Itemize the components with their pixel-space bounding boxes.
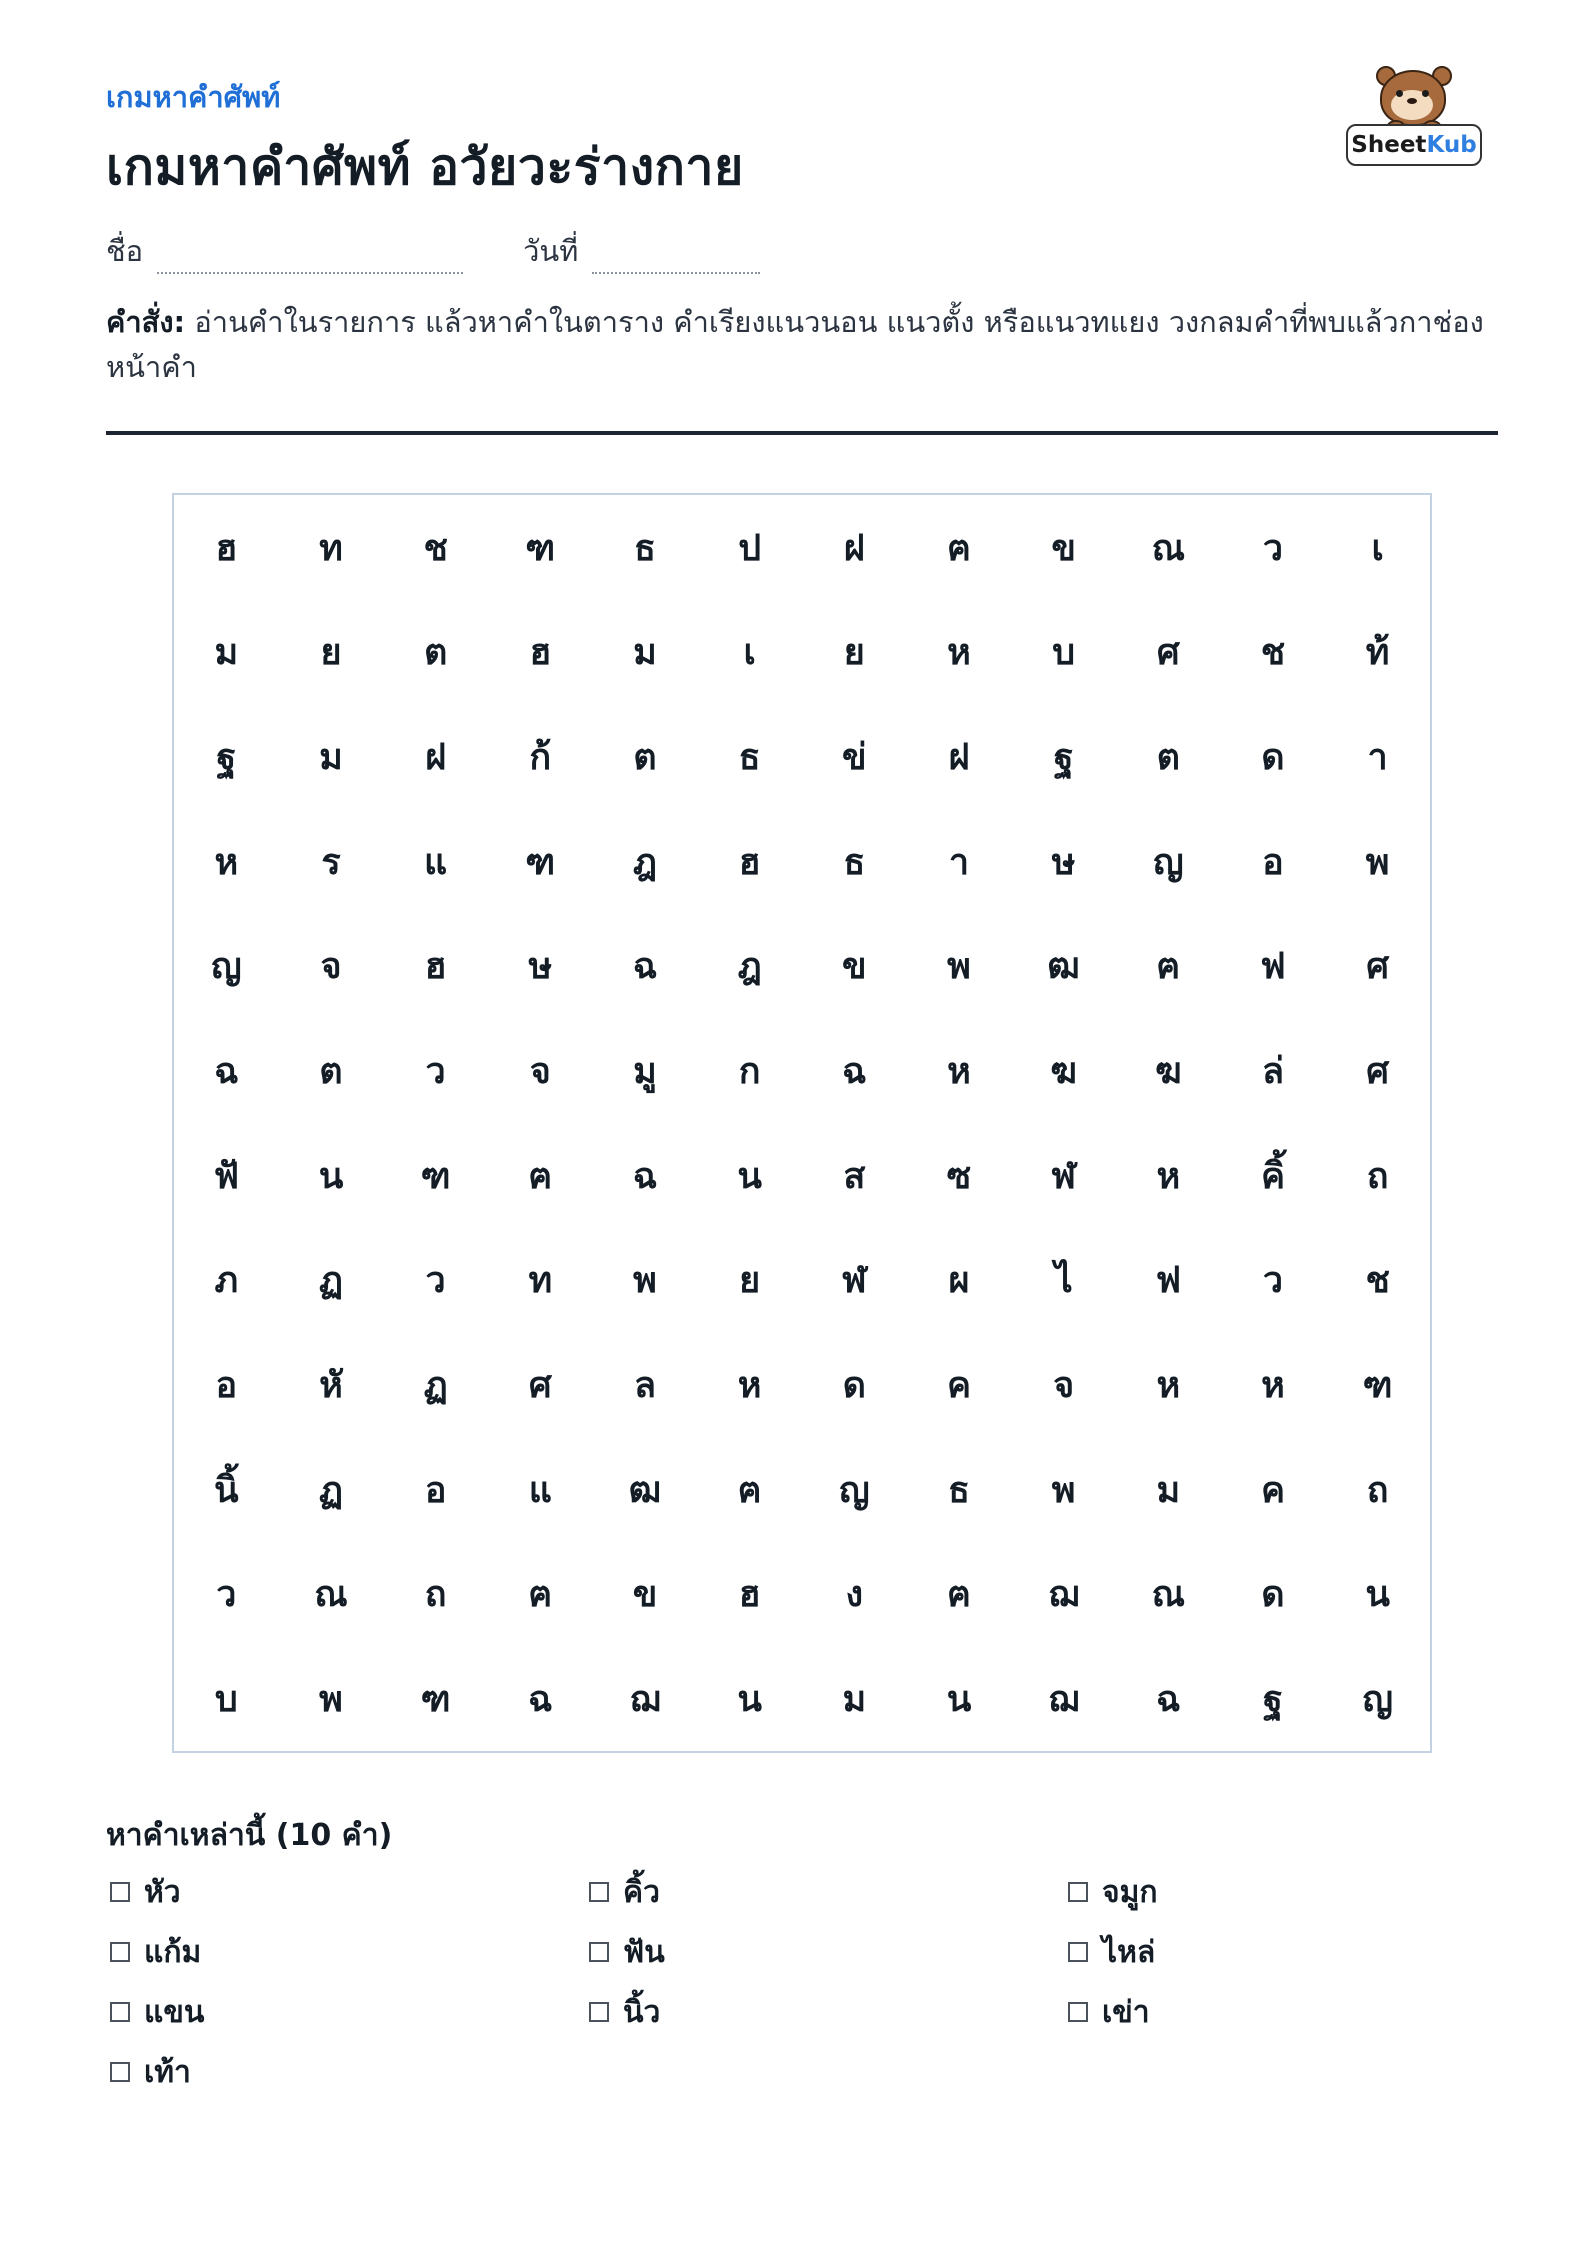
grid-cell[interactable]: ถ [1366,1155,1389,1197]
word-search-grid [172,493,1432,1753]
grid-cell[interactable]: ฟ [1260,946,1286,988]
grid-cell[interactable]: ข่ [842,737,867,779]
grid-cell[interactable]: ณ [1151,1574,1186,1616]
letter-grid [174,495,1430,1751]
grid-cell[interactable]: ฏ [423,1365,448,1407]
checkbox[interactable] [589,1882,609,1902]
word-list-title: หาคำเหล่านี้ (10 คำ) [106,1818,393,1853]
grid-cell[interactable]: ห [214,841,239,883]
grid-cell[interactable]: ไ [1054,1260,1073,1302]
word-item [1064,1992,1498,2032]
grid-cell[interactable]: อ [215,1365,238,1407]
logo-badge [1346,124,1482,166]
grid-cell[interactable]: ค [946,1365,972,1407]
name-field[interactable] [157,242,463,274]
grid-cell[interactable]: า [948,841,970,883]
grid-cell[interactable]: จ [529,1051,551,1093]
grid-cell[interactable]: ว [216,1574,237,1616]
grid-cell[interactable]: ฝ [948,737,970,779]
word-item [585,1992,1064,2032]
word-item [585,1872,1064,1912]
checkbox[interactable] [110,2062,130,2082]
grid-cell[interactable]: ง [845,1574,864,1616]
word-item [106,2052,585,2092]
grid-cell[interactable]: ฉ [214,1051,239,1093]
grid-cell[interactable]: ข [632,1574,658,1616]
grid-cell[interactable]: ฮ [738,841,761,883]
grid-cell[interactable]: ด [1261,737,1285,779]
grid-cell[interactable]: ฮ [738,1574,761,1616]
grid-cell[interactable]: พ [1365,841,1390,883]
grid-cell[interactable]: ฎ [737,946,762,988]
grid-cell[interactable]: น [1365,1574,1390,1616]
grid-cell[interactable]: ช [423,527,448,569]
grid-cell[interactable]: ฝ [425,737,447,779]
otter-eye-icon [1422,90,1429,97]
grid-cell[interactable]: บ [1052,632,1076,674]
grid-cell[interactable]: ม [633,632,657,674]
grid-cell[interactable]: น [737,1155,762,1197]
grid-cell[interactable]: นิ้ [214,1469,239,1511]
grid-cell[interactable]: ฮ [215,527,238,569]
grid-cell[interactable]: น [737,1679,762,1721]
grid-cell[interactable]: แ [528,1469,552,1511]
word-label: เท้า [144,2054,191,2090]
word-label: นิ้ว [623,1994,661,2030]
grid-cell[interactable]: ศ [1366,1051,1390,1093]
grid-cell[interactable]: ฎ [632,841,658,883]
grid-cell[interactable]: ท้ [1365,632,1390,674]
grid-cell[interactable]: ผ [948,1260,970,1302]
grid-cell[interactable]: ซ [946,1155,972,1197]
grid-cell[interactable]: า [1367,737,1388,779]
grid-cell[interactable]: ญ [210,946,242,988]
grid-cell[interactable]: ร [321,841,341,883]
grid-cell[interactable]: ล [633,1365,657,1407]
grid-cell[interactable]: ด [842,1365,867,1407]
grid-cell[interactable]: ฏ [318,1469,344,1511]
grid-cell[interactable]: ฟ [1155,1260,1182,1302]
grid-cell[interactable]: ย [739,1260,761,1302]
grid-cell[interactable]: ฌ [1048,1574,1080,1616]
grid-cell[interactable]: บ [214,1679,238,1721]
grid-cell[interactable]: ฏ [318,1260,344,1302]
name-label: ชื่อ [106,234,144,268]
word-label: แขน [144,1994,205,2030]
grid-cell[interactable]: ฌ [629,1679,661,1721]
grid-cell[interactable]: ต [1156,737,1181,779]
grid-cell[interactable]: ฐ [1053,737,1074,779]
grid-cell[interactable]: ธ [738,737,761,779]
grid-cell[interactable]: ญ [1152,841,1184,883]
word-label: ไหล่ [1102,1934,1156,1970]
grid-cell[interactable]: เ [1371,527,1384,569]
grid-cell[interactable]: ฬ [842,1260,867,1302]
grid-cell[interactable]: มู [633,1051,657,1093]
grid-cell[interactable]: ฅ [528,1155,553,1197]
grid-cell[interactable]: คิ้ [1260,1155,1286,1197]
grid-cell[interactable]: ช [1365,1260,1390,1302]
otter-eye-icon [1396,90,1403,97]
grid-cell[interactable]: ฉ [632,946,658,988]
grid-cell[interactable]: ด [1261,1574,1285,1616]
date-field[interactable] [592,242,760,274]
grid-cell[interactable]: ฅ [528,1574,553,1616]
grid-cell[interactable]: ฝ [843,527,865,569]
grid-cell[interactable]: ฉ [842,1051,867,1093]
grid-cell[interactable]: ฐ [216,737,237,779]
grid-cell[interactable]: ฬ [1051,1155,1076,1197]
grid-cell[interactable]: พ [319,1679,343,1721]
grid-cell[interactable]: ษ [1051,841,1076,883]
grid-cell[interactable]: ฅ [946,1574,972,1616]
grid-cell[interactable]: ต [633,737,657,779]
word-label: ฟัน [623,1934,665,1970]
grid-cell[interactable]: ฅ [737,1469,762,1511]
grid-cell[interactable]: จ [1053,1365,1075,1407]
grid-cell[interactable]: ฉ [1156,1679,1181,1721]
grid-cell[interactable]: อ [1262,841,1284,883]
checkbox[interactable] [1068,1942,1088,1962]
divider [106,431,1498,435]
grid-cell[interactable]: ห [947,632,971,674]
grid-cell[interactable]: ฮ [424,946,447,988]
word-item [585,1932,1064,1972]
checkbox[interactable] [110,2002,130,2022]
grid-cell[interactable]: ฉ [632,1155,658,1197]
grid-cell[interactable]: ย [320,632,342,674]
grid-cell[interactable]: ว [1262,527,1284,569]
grid-cell[interactable]: ห [1156,1365,1181,1407]
grid-cell[interactable]: ม [1156,1469,1181,1511]
grid-cell[interactable]: ข [1051,527,1076,569]
grid-cell[interactable]: ฒ [1047,946,1080,988]
grid-cell[interactable]: ห [737,1365,762,1407]
grid-cell[interactable]: ว [1262,1260,1284,1302]
grid-cell[interactable]: ฟั [213,1155,240,1197]
grid-cell[interactable]: ฆ [1154,1051,1182,1093]
grid-cell[interactable]: ษ [528,946,553,988]
grid-cell[interactable]: ว [425,1260,446,1302]
grid-cell[interactable]: ธ [948,1469,970,1511]
grid-cell[interactable]: จ [320,946,342,988]
logo-text-kub: Kub [1426,132,1477,158]
grid-cell[interactable]: ถ [1366,1469,1389,1511]
grid-cell[interactable]: ก [738,1051,761,1093]
grid-cell[interactable]: อ [424,1469,447,1511]
grid-cell[interactable]: ห [1156,1155,1181,1197]
grid-cell[interactable]: ม [214,632,239,674]
grid-cell[interactable]: พ [633,1260,657,1302]
grid-cell[interactable]: ศ [528,1365,552,1407]
checkbox[interactable] [589,2002,609,2022]
word-item [106,1932,585,1972]
grid-cell[interactable]: ศ [1156,632,1180,674]
grid-cell[interactable]: ณ [314,1574,348,1616]
grid-cell[interactable]: ส [843,1155,866,1197]
instructions [106,300,1496,390]
grid-cell[interactable]: เ [743,632,756,674]
grid-cell[interactable]: ข [842,946,867,988]
grid-cell[interactable]: ท [528,1260,553,1302]
grid-cell[interactable]: พ [947,946,971,988]
word-item [1064,1932,1498,1972]
word-label: คิ้ว [623,1874,660,1910]
grid-cell[interactable]: ฉ [528,1679,553,1721]
grid-cell[interactable]: ถ [424,1574,447,1616]
checkbox[interactable] [110,1942,130,1962]
student-fields [106,228,760,274]
grid-cell[interactable]: ช [1260,632,1286,674]
grid-cell[interactable]: ว [425,1051,446,1093]
grid-cell[interactable]: ธ [634,527,656,569]
grid-cell[interactable]: แ [424,841,448,883]
grid-cell[interactable]: น [946,1679,972,1721]
word-item [106,1872,585,1912]
grid-cell[interactable]: ห [1261,1365,1285,1407]
grid-cell[interactable]: ฒ [628,1469,662,1511]
checkbox[interactable] [589,1942,609,1962]
grid-cell[interactable]: ภ [214,1260,239,1302]
grid-cell[interactable]: พ [1051,1469,1076,1511]
grid-cell[interactable]: ฌ [1048,1679,1080,1721]
grid-cell[interactable]: ค [1260,1469,1286,1511]
grid-cell[interactable]: น [318,1155,344,1197]
grid-cell[interactable]: ม [842,1679,867,1721]
grid-cell[interactable]: ญ [838,1469,870,1511]
sheetkub-logo [1346,66,1482,166]
grid-cell[interactable]: ฑ [420,1155,451,1197]
grid-cell[interactable]: ฑ [1362,1365,1393,1407]
grid-cell[interactable]: ต [423,632,448,674]
grid-cell[interactable]: ฑ [525,841,556,883]
grid-cell[interactable]: ฆ [1050,1051,1078,1093]
grid-cell[interactable]: ฮ [529,632,552,674]
word-label: หัว [144,1874,181,1910]
word-label: เข่า [1102,1994,1150,2030]
checkbox[interactable] [1068,2002,1088,2022]
grid-cell[interactable]: ณ [1151,527,1186,569]
grid-cell[interactable]: ฑ [420,1679,451,1721]
grid-cell[interactable]: ฅ [946,527,972,569]
grid-cell[interactable]: ญ [1362,1679,1393,1721]
grid-cell[interactable]: หั [319,1365,343,1407]
otter-nose-icon [1407,98,1417,104]
word-item [1064,1872,1498,1912]
word-label: แก้ม [144,1934,202,1970]
instructions-label: คำสั่ง: [106,305,186,339]
checkbox[interactable] [1068,1882,1088,1902]
grid-cell[interactable]: ท [319,527,343,569]
grid-cell[interactable]: ฐ [1263,1679,1283,1721]
instructions-text: อ่านคำในรายการ แล้วหาคำในตาราง คำเรียงแนวนอน แนวตั้ง หรือแนวทแยง วงกลมคำที่พบแล้วกาช่องหน้าคำ [106,305,1484,384]
grid-cell[interactable]: ศ [1366,946,1390,988]
grid-cell[interactable]: ธ [843,841,866,883]
grid-cell[interactable]: ห [947,1051,971,1093]
category-label: เกมหาคำศัพท์ [106,80,281,114]
grid-cell[interactable]: ฑ [525,527,556,569]
grid-cell[interactable]: ม [319,737,343,779]
grid-cell[interactable]: ฅ [1156,946,1181,988]
date-label: วันที่ [523,234,579,268]
grid-cell[interactable]: ล่ [1261,1051,1285,1093]
word-label: จมูก [1102,1874,1158,1910]
grid-cell[interactable]: ย [843,632,865,674]
page-title: เกมหาคำศัพท์ อวัยวะร่างกาย [106,138,744,196]
word-list [106,1872,1498,2092]
logo-text-sheet: Sheet [1351,132,1427,158]
word-item [106,1992,585,2032]
grid-cell[interactable]: ต [319,1051,343,1093]
grid-cell[interactable]: ก้ [529,737,552,779]
grid-cell[interactable]: ป [738,527,762,569]
checkbox[interactable] [110,1882,130,1902]
